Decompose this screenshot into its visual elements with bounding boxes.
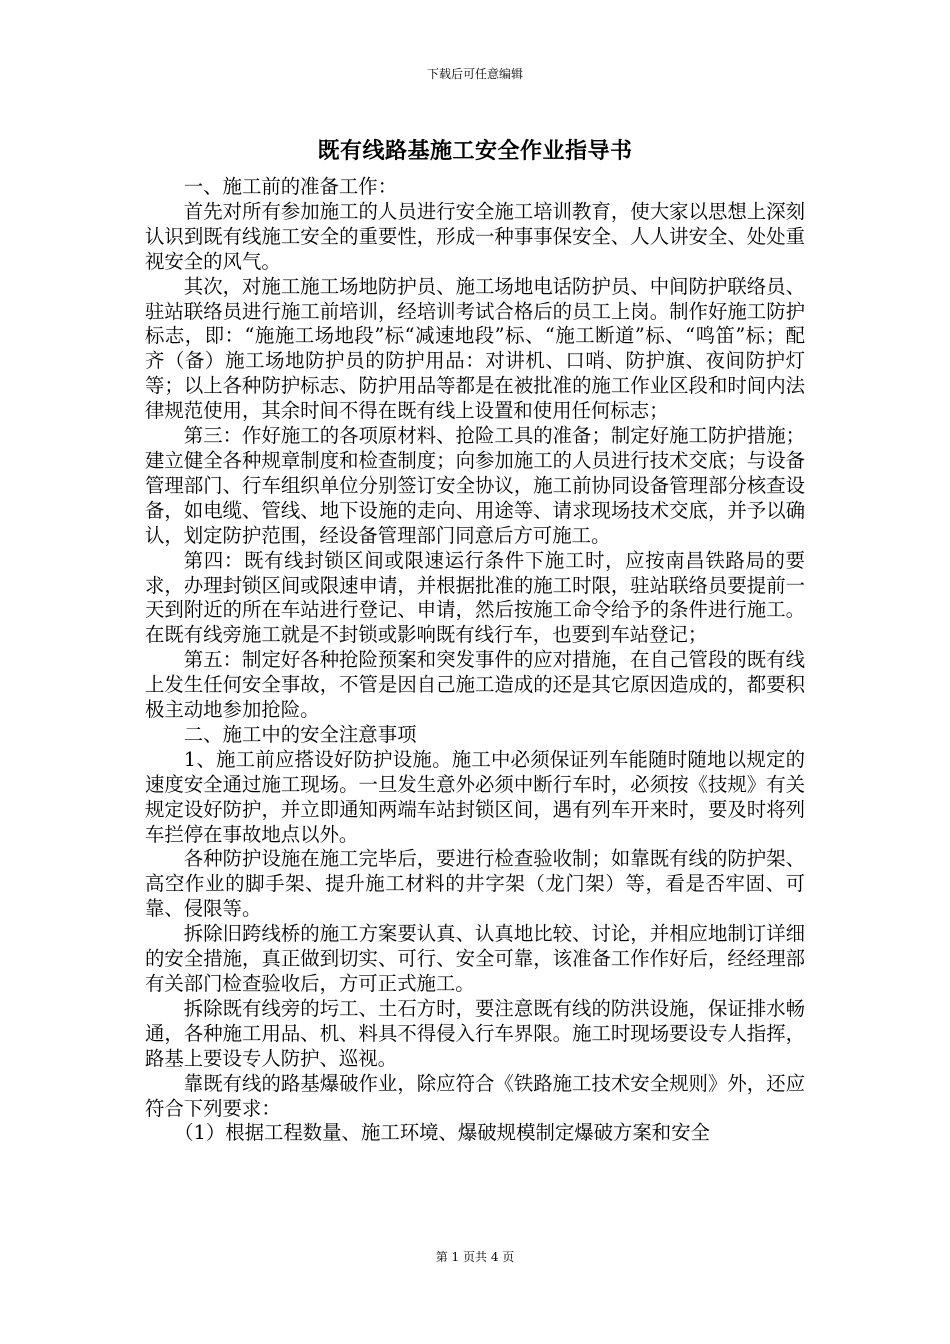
paragraph: 第三：作好施工的各项原材料、抢险工具的准备；制定好施工防护措施；建立健全各种规章制度和检查制度；向参加施工的人员进行技术交底；与设备管理部门、行车组织单位分别签订安全协议，施工前协同设备管理部分核查设备，如电缆、管线、地下设施的走向、用途等、请求现场技术交底，并予以确认，划定防护范围，经设备管理部门同意后方可施工。 [145, 424, 805, 547]
list-item: （1）根据工程数量、施工环境、爆破规模制定爆破方案和安全 [174, 1121, 710, 1145]
paragraph: 各种防护设施在施工完毕后，要进行检查验收制；如靠既有线的防护架、高空作业的脚手架、提升施工材料的井字架（龙门架）等，看是否牢固、可靠、侵限等。 [145, 847, 805, 921]
paragraph: 首先对所有参加施工的人员进行安全施工培训教育，使大家以思想上深刻认识到既有线施工安全的重要性，形成一种事事保安全、人人讲安全、处处重视安全的风气。 [145, 199, 805, 273]
document-body [145, 175, 805, 1146]
paragraph: 1、施工前应搭设好防护设施。施工中必须保证列车能随时随地以规定的速度安全通过施工现场。一旦发生意外必须中断行车时，必须按《技规》有关规定设好防护，并立即通知两端车站封锁区间，遇有列车开来时，要及时将列车拦停在事故地点以外。 [145, 747, 805, 846]
section-heading-preparation: 一、施工前的准备工作： [183, 175, 398, 198]
page-footer: 第 1 页共 4 页 [435, 1250, 515, 1264]
paragraph: 第五：制定好各种抢险预案和突发事件的应对措施，在自己管段的既有线上发生任何安全事故，不管是因自己施工造成的还是其它原因造成的，都要积极主动地参加抢险。 [145, 648, 805, 722]
document-title: 既有线路基施工安全作业指导书 [317, 138, 633, 164]
paragraph: 靠既有线的路基爆破作业，除应符合《铁路施工技术安全规则》外，还应符合下列要求： [145, 1071, 805, 1120]
paragraph: 拆除既有线旁的圬工、土石方时，要注意既有线的防洪设施，保证排水畅通，各种施工用品、机、料具不得侵入行车界限。施工时现场要设专人指挥，路基上要设专人防护、巡视。 [145, 996, 805, 1070]
paragraph: 其次，对施工施工场地防护员、施工场地电话防护员、中间防护联络员、驻站联络员进行施工前培训，经培训考试合格后的员工上岗。制作好施工防护标志，即：“施施工场地段”标“减速地段”标、“施工断道”标、“鸣笛”标；配齐（备）施工场地防护员的防护用品：对讲机、口哨、防护旗、夜间防护灯等；以上各种防护标志、防护用品等都是在被批准的施工作业区段和时间内法律规范使用，其余时间不得在既有线上设置和使用任何标志； [145, 274, 805, 423]
paragraph: 拆除旧跨线桥的施工方案要认真、认真地比较、讨论，并相应地制订详细的安全措施，真正做到切实、可行、安全可靠，该准备工作作好后，经经理部有关部门检查验收后，方可正式施工。 [145, 922, 805, 995]
paragraph: 第四：既有线封锁区间或限速运行条件下施工时，应按南昌铁路局的要求，办理封锁区间或限速申请，并根据批准的施工时限，驻站联络员要提前一天到附近的所在车站进行登记、申请，然后按施工命令给予的条件进行施工。在既有线旁施工就是不封锁或影响既有线行车，也要到车站登记； [145, 548, 805, 647]
section-heading-safety: 二、施工中的安全注意事项 [183, 722, 417, 746]
page-header: 下载后可任意编辑 [426, 67, 523, 81]
